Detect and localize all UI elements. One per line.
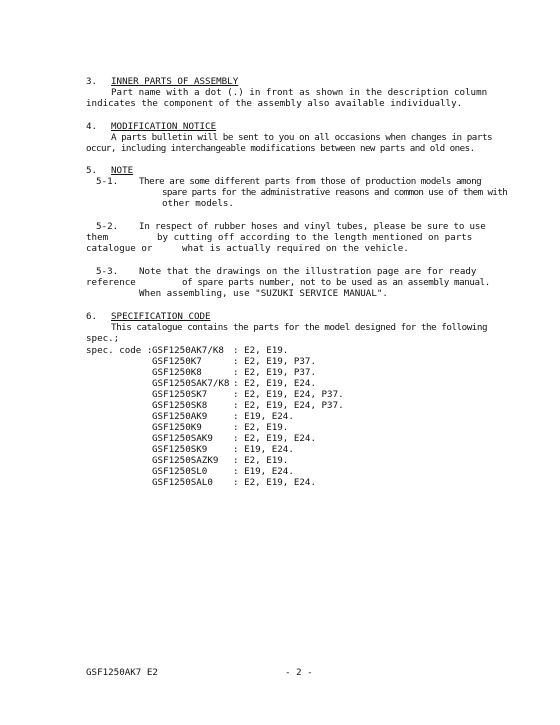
spec-model: GSF1250SK9 — [152, 444, 208, 455]
spec-model: GSF1250K9 — [152, 422, 202, 433]
note-5-1-line-1: There are some different parts from those of production models among — [139, 176, 482, 187]
section-4-line-2: occur, including interchangeable modifications between new parts and old ones. — [86, 143, 475, 154]
section-4-number: 4. — [86, 121, 98, 132]
note-5-1-line-2: spare parts for the administrative reasons and common use of them with — [162, 187, 508, 198]
spec-model: GSF1250AK7/K8 — [152, 345, 224, 356]
section-3-title: INNER PARTS OF ASSEMBLY — [111, 76, 239, 87]
spec-model: GSF1250SAL0 — [152, 477, 213, 488]
note-5-3-number: 5-3. — [96, 266, 119, 277]
spec-codes: : E2, E19, P37. — [233, 356, 316, 367]
spec-model: GSF1250SAK7/K8 — [152, 378, 230, 389]
spec-codes: : E2, E19, P37. — [233, 367, 316, 378]
spec-codes: : E2, E19. — [233, 345, 289, 356]
spec-codes: : E2, E19, E24. — [233, 477, 316, 488]
note-5-2-line-2a: them — [86, 232, 109, 243]
section-3-number: 3. — [86, 76, 98, 87]
spec-codes: : E2, E19, E24. — [233, 433, 316, 444]
section-6-title: SPECIFICATION CODE — [111, 311, 211, 322]
spec-model: GSF1250SK7 — [152, 389, 208, 400]
note-5-3-line-2b: of spare parts number, not to be used as an assembly manual. — [182, 277, 490, 288]
section-6-number: 6. — [86, 311, 98, 322]
section-6-line-1: This catalogue contains the parts for the model designed for the following — [111, 322, 488, 333]
section-3-line-2: indicates the component of the assembly also available individually. — [86, 98, 463, 109]
section-4-line-1: A parts bulletin will be sent to you on all occasions when changes in parts — [111, 132, 493, 143]
note-5-2-line-2b: by cutting off according to the length mentioned on parts — [157, 232, 473, 243]
note-5-3-line-1: Note that the drawings on the illustration page are for ready — [139, 266, 477, 277]
note-5-3-line-3: When assembling, use "SUZUKI SERVICE MANUAL". — [139, 288, 388, 299]
spec-model: GSF1250SL0 — [152, 466, 208, 477]
note-5-3-line-2a: reference — [86, 277, 136, 288]
section-5-title: NOTE — [111, 165, 134, 176]
note-5-2-line-3a: catalogue or — [86, 243, 153, 254]
note-5-2-number: 5-2. — [96, 221, 119, 232]
spec-codes: : E2, E19, E24. — [233, 378, 316, 389]
note-5-2-line-1: In respect of rubber hoses and vinyl tubes, please be sure to use — [139, 221, 486, 232]
spec-model: GSF1250K7 — [152, 356, 202, 367]
section-4-title: MODIFICATION NOTICE — [111, 121, 217, 132]
spec-codes: : E19, E24. — [233, 466, 294, 477]
page-number: - 2 - — [285, 667, 313, 678]
spec-codes: : E2, E19, E24, P37. — [233, 400, 344, 411]
spec-code-label: spec. code : — [86, 345, 153, 356]
spec-model: GSF1250AK9 — [152, 411, 208, 422]
footer-model: GSF1250AK7 E2 — [86, 667, 158, 678]
section-5-number: 5. — [86, 165, 98, 176]
note-5-2-line-3b: what is actually required on the vehicle. — [182, 243, 409, 254]
spec-codes: : E2, E19, E24, P37. — [233, 389, 344, 400]
section-6-line-2: spec.; — [86, 333, 120, 344]
spec-codes: : E2, E19. — [233, 455, 289, 466]
spec-model: GSF1250SAK9 — [152, 433, 213, 444]
spec-codes: : E19, E24. — [233, 411, 294, 422]
note-5-1-number: 5-1. — [96, 176, 119, 187]
spec-codes: : E19, E24. — [233, 444, 294, 455]
section-3-line-1: Part name with a dot (.) in front as shown in the description column — [111, 87, 488, 98]
spec-codes: : E2, E19. — [233, 422, 289, 433]
spec-model: GSF1250SK8 — [152, 400, 208, 411]
spec-model: GSF1250SAZK9 — [152, 455, 219, 466]
spec-model: GSF1250K8 — [152, 367, 202, 378]
note-5-1-line-3: other models. — [162, 198, 234, 209]
